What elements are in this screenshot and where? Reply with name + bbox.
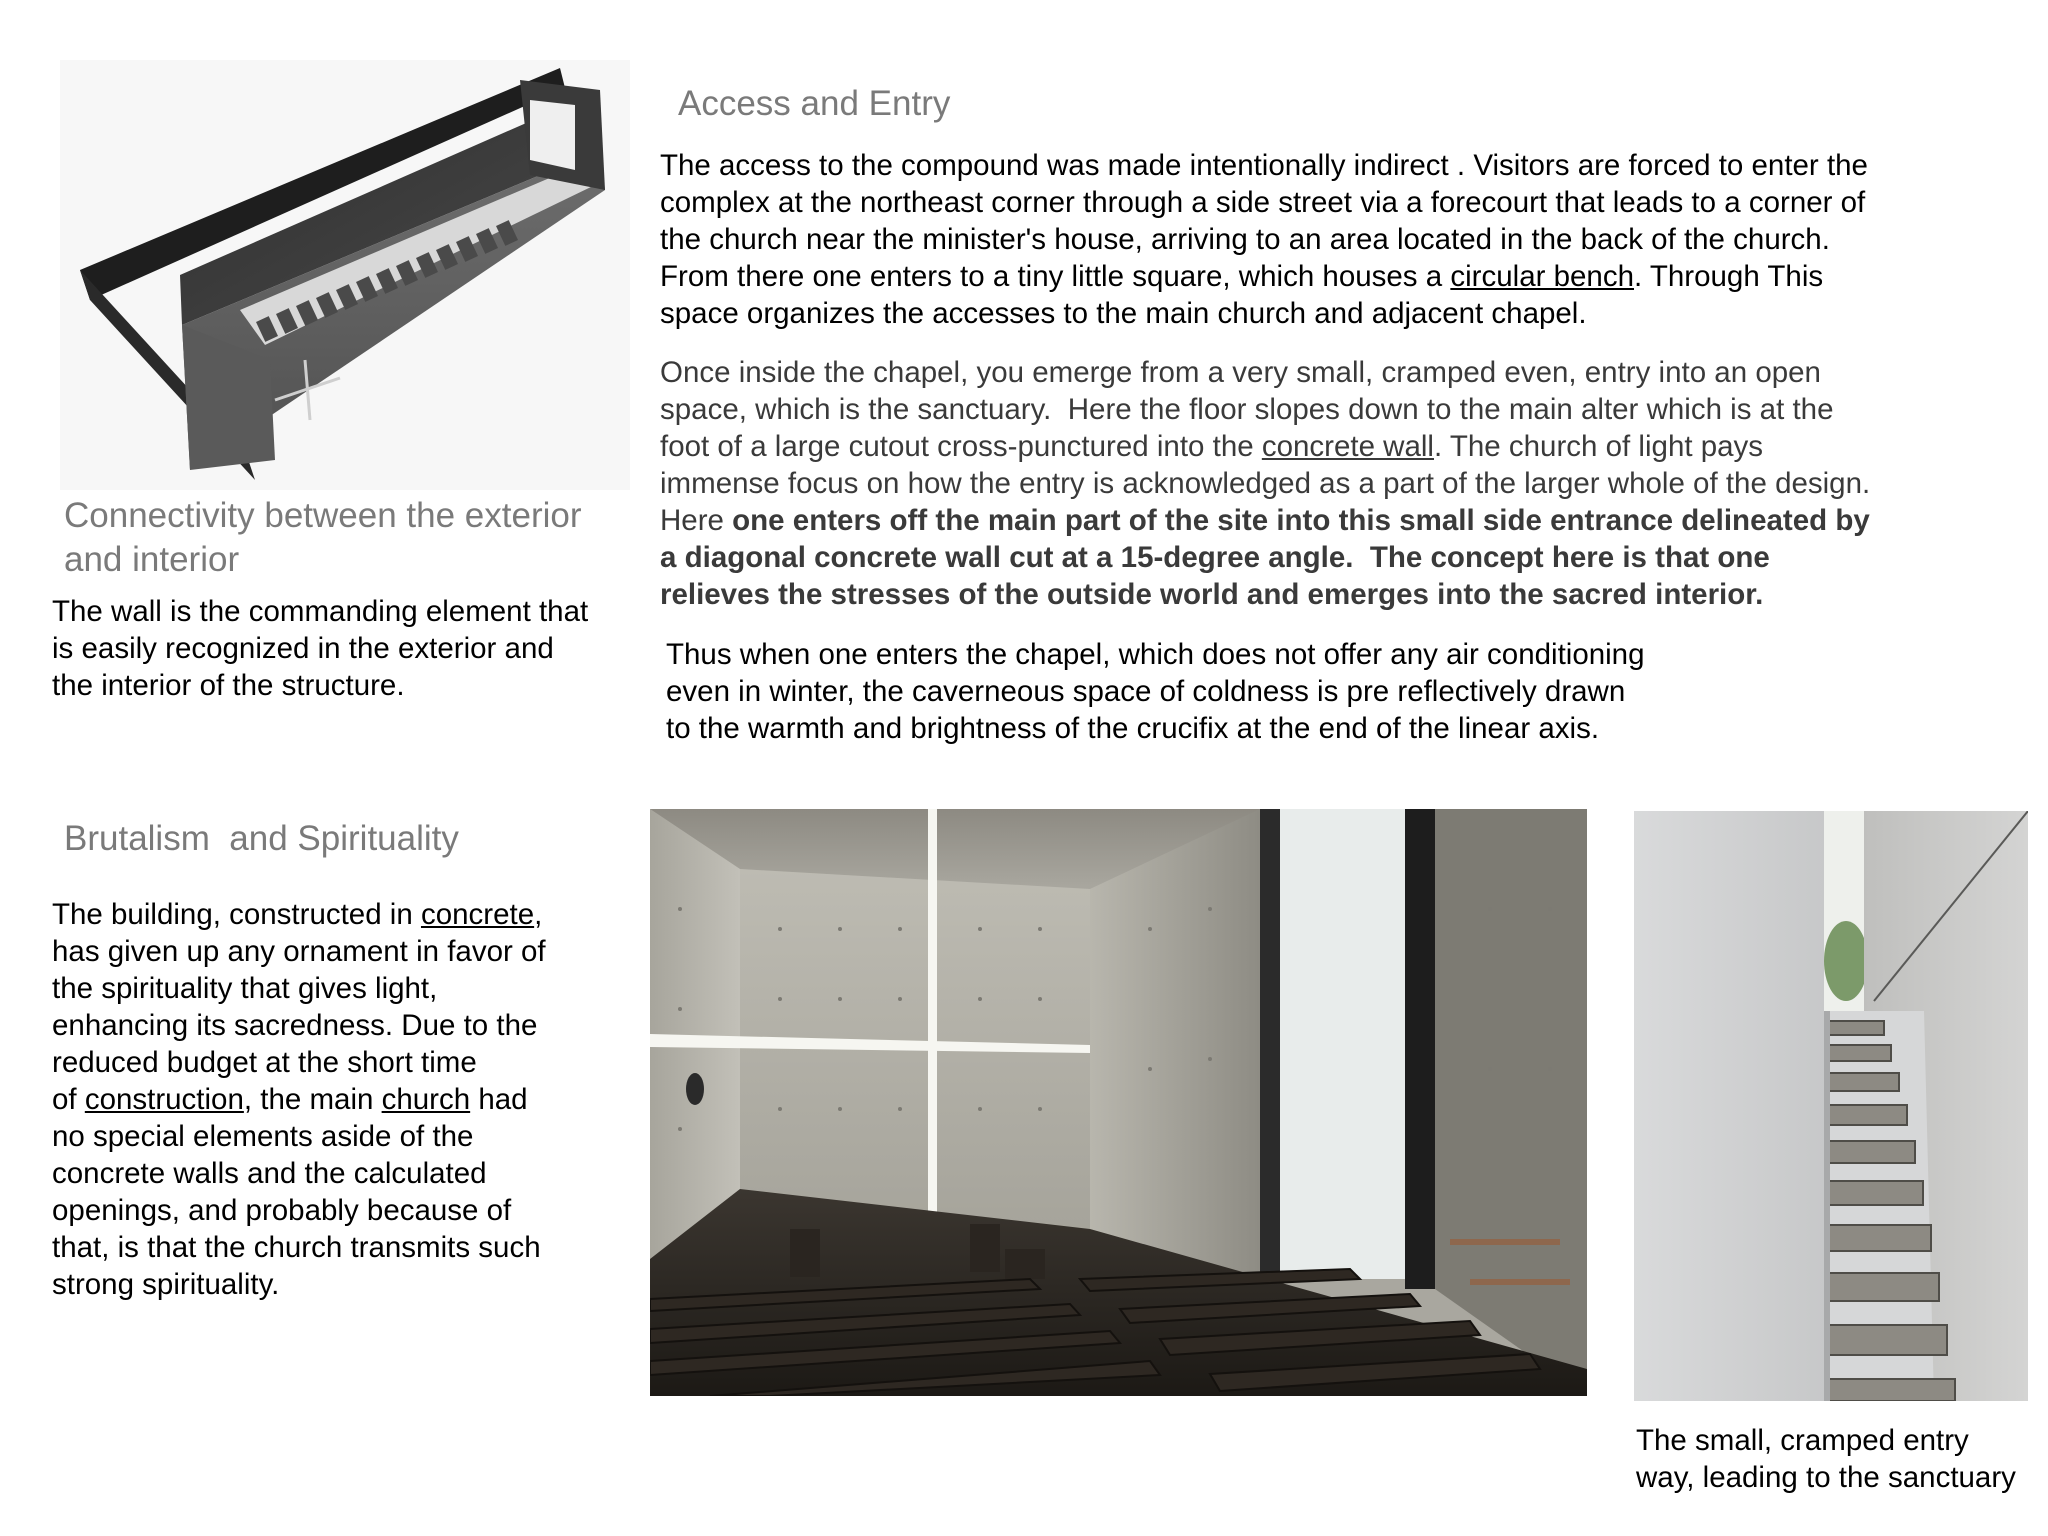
circular-bench-link[interactable]: circular bench	[1450, 260, 1634, 293]
access-paragraph-1	[660, 147, 2040, 332]
access-line: even in winter, the caverneous space of coldness is pre reflectively drawn	[666, 675, 1626, 708]
brutalism-line: that, is that the church transmits such	[52, 1231, 541, 1264]
brutalism-heading: Brutalism and Spirituality	[64, 819, 459, 858]
access-line: complex at the northeast corner through a side street via a forecourt that leads to a corner of	[660, 186, 1866, 219]
brutalism-line: reduced budget at the short time	[52, 1046, 477, 1079]
connectivity-line: the interior of the structure.	[52, 669, 405, 702]
brutalism-line: concrete walls and the calculated	[52, 1157, 487, 1190]
access-line: space, which is the sanctuary. Here the floor slopes down to the main alter which is at the	[660, 393, 1834, 426]
connectivity-heading-line2: and interior	[64, 540, 240, 579]
access-paragraph-2	[660, 354, 2040, 613]
brutalism-line: of construction, the main church had	[52, 1083, 528, 1116]
access-heading: Access and Entry	[678, 84, 951, 123]
brutalism-line: no special elements aside of the	[52, 1120, 474, 1153]
connectivity-heading	[64, 494, 644, 582]
church-link[interactable]: church	[381, 1083, 471, 1116]
access-line: Here one enters off the main part of the site into this small side entrance delineated by	[660, 504, 1870, 537]
access-line: a diagonal concrete wall cut at a 15-degree angle. The concept here is that one	[660, 541, 1770, 574]
access-line: the church near the minister's house, arriving to an area located in the back of the church.	[660, 223, 1830, 256]
brutalism-line: enhancing its sacredness. Due to the	[52, 1009, 538, 1042]
chapel-interior-photo	[650, 809, 1587, 1396]
concrete-link[interactable]: concrete	[420, 898, 535, 931]
access-line: The access to the compound was made intentionally indirect . Visitors are forced to enter the	[660, 149, 1868, 182]
connectivity-line: The wall is the commanding element that	[52, 595, 589, 628]
connectivity-line: is easily recognized in the exterior and	[52, 632, 554, 665]
access-line: Once inside the chapel, you emerge from a very small, cramped even, entry into an open	[660, 356, 1821, 389]
axonometric-wall-drawing	[60, 60, 630, 490]
access-line: Thus when one enters the chapel, which does not offer any air conditioning	[666, 638, 1645, 671]
brutalism-line: The building, constructed in concrete,	[52, 898, 543, 931]
stair-caption	[1636, 1422, 2046, 1496]
stair-caption-line1: The small, cramped entry	[1636, 1424, 1969, 1457]
brutalism-line: openings, and probably because of	[52, 1194, 512, 1227]
access-line: relieves the stresses of the outside world and emerges into the sacred interior.	[660, 578, 1764, 611]
access-paragraph-3	[666, 636, 1766, 747]
brutalism-line: strong spirituality.	[52, 1268, 280, 1301]
connectivity-heading-line1: Connectivity between the exterior	[64, 496, 582, 535]
construction-link[interactable]: construction	[84, 1083, 244, 1116]
brutalism-body	[52, 896, 652, 1303]
brutalism-line: the spirituality that gives light,	[52, 972, 438, 1005]
connectivity-body	[52, 593, 642, 704]
entry-stair-photo	[1634, 811, 2028, 1401]
access-line: foot of a large cutout cross-punctured into the concrete wall. The church of light pays	[660, 430, 1764, 463]
brutalism-line: has given up any ornament in favor of	[52, 935, 546, 968]
access-line: space organizes the accesses to the main church and adjacent chapel.	[660, 297, 1587, 330]
access-line: to the warmth and brightness of the crucifix at the end of the linear axis.	[666, 712, 1600, 745]
access-line: From there one enters to a tiny little square, which houses a circular bench. Through This	[660, 260, 1824, 293]
stair-caption-line2: way, leading to the sanctuary	[1636, 1461, 2016, 1494]
access-line: immense focus on how the entry is acknowledged as a part of the larger whole of the design.	[660, 467, 1871, 500]
concrete-wall-link[interactable]: concrete wall	[1261, 430, 1434, 463]
